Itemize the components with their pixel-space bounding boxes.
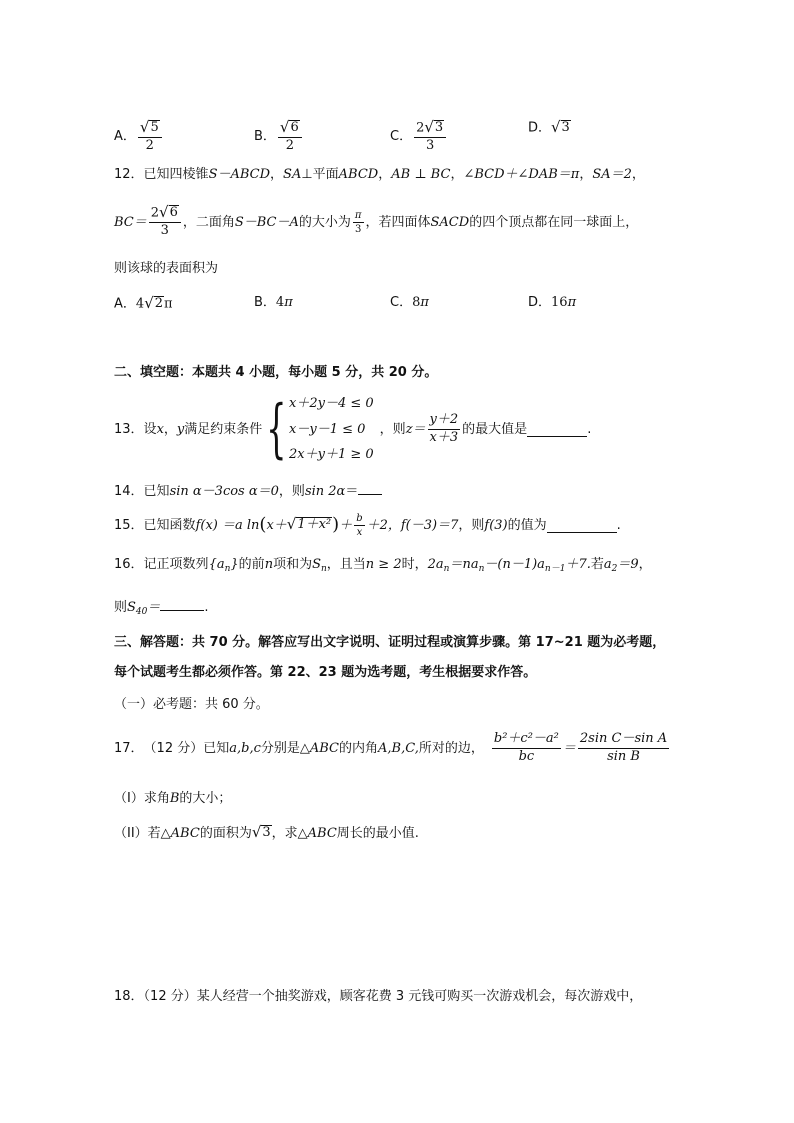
q16-line2: 则$S_{40}=$ . — [114, 600, 209, 617]
q12-bc-fraction: 2 √ 6 3 — [149, 205, 181, 238]
section-heading-answer-line1: 三、解答题：共 70 分。解答应写出文字说明、证明过程或演算步骤。第 17~21 题为必考题， — [114, 635, 666, 650]
q15-answer-blank[interactable] — [547, 518, 617, 533]
q15-b-over-x-fraction: $\frac{b}{x}$ — [356, 512, 363, 538]
q12-option-c: C．8π — [390, 295, 429, 310]
q12-angle-fraction: $\frac{\pi}{3}$ — [354, 209, 362, 235]
q12-option-b: B．4π — [254, 295, 293, 310]
q11-option-d: D． √ 3 — [528, 118, 570, 136]
q11-b-fraction: √ 6 2 — [278, 120, 302, 153]
subsection-required: （一）必考题：共 60 分。 — [114, 697, 269, 712]
q16-line1: 16．记正项数列$\{a_n\}$的前n项和为$S_n$，且当n ≥ 2时，$2a_n=na_n-(n-1)a_{n-1}+7$.若$a_2=9$， — [114, 557, 652, 574]
q11-option-c: C． 2 √ 3 3 — [390, 120, 448, 153]
q18-statement: 18．（12 分）某人经营一个抽奖游戏，顾客花费 3 元钱可购买一次游戏机会，每次游戏中， — [114, 989, 643, 1004]
section-heading-answer-line2: 每个试题考生都必须作答。第 22、23 题为选考题，考生根据要求作答。 — [114, 665, 537, 680]
q11-c-fraction: 2 √ 3 3 — [414, 120, 446, 153]
q12-line3: 则该球的表面积为 — [114, 261, 219, 276]
q15: 15． 已知函数 f(x) ＝a ln ( x＋ √ 1＋x² ) ＋ $\frac{b}{x}$ ＋2， f(－3)＝7 ，则 f(3) 的值为 . — [114, 512, 621, 538]
q17-part2: （II）若△ ABC 的面积为 √ 3 ，求△ ABC 周长的最小值. — [114, 823, 419, 842]
q13-z-fraction: $\frac{y+2}{x+3}$ — [429, 412, 459, 445]
q11-option-a: A． √ 5 2 — [114, 120, 164, 153]
q17-lhs-fraction: $\frac{\text{b²＋c²－a²}}{bc}$ — [493, 731, 559, 764]
q13: 13． 设 x ， y 满足约束条件 { x＋2y－4 ≤ 0 x－y－1 ≤ 0 2x＋y＋1 ≥ 0 ，则 z＝ $\frac{y+2}{x+3}$ 的最大值是 . — [114, 392, 592, 466]
q11-option-b: B． √ 6 2 — [254, 120, 304, 153]
q12-line2: BC＝ 2 √ 6 3 ，二面角 S－BC－A 的大小为 $\frac{\pi}{3}$ ，若四面体 SACD 的四个顶点都在同一球面上， — [114, 203, 639, 239]
q11-options — [114, 110, 634, 153]
q17-statement: 17． （12 分） 已知 a,b,c 分别是△ ABC 的内角 A,B,C, 所对的边， $\frac{\text{b²＋c²－a²}}{bc}$ ＝ $\frac{\text{2sin C－sin A}}{\text{sin B}}$ — [114, 731, 668, 764]
q16-answer-blank[interactable] — [160, 598, 204, 611]
q17-part1: （I）求角B的大小； — [114, 791, 232, 806]
q13-answer-blank[interactable] — [527, 422, 587, 437]
section-heading-fill-in: 二、填空题：本题共 4 小题，每小题 5 分，共 20 分。 — [114, 365, 438, 380]
q14: 14．已知sin α－3cos α＝0，则sin 2α＝ — [114, 482, 382, 498]
q13-constraint-system: { x＋2y－4 ≤ 0 x－y－1 ≤ 0 2x＋y＋1 ≥ 0 — [266, 392, 374, 466]
q12-line1: 12．已知四棱锥S－ABCD，SA⊥平面ABCD，AB ⊥ BC，∠BCD＋∠DAB＝π，SA＝2， — [114, 167, 645, 182]
q14-answer-blank[interactable] — [358, 482, 382, 495]
q11-a-fraction: √ 5 2 — [138, 120, 162, 153]
left-brace-icon: { — [266, 392, 287, 466]
q12-options — [114, 292, 634, 314]
q17-rhs-fraction: $\frac{\text{2sin C－sin A}}{\text{sin B}}$ — [579, 731, 668, 764]
q12-option-d: D．16π — [528, 295, 577, 310]
q12-option-a: A．4 √ 2 π — [114, 294, 173, 312]
